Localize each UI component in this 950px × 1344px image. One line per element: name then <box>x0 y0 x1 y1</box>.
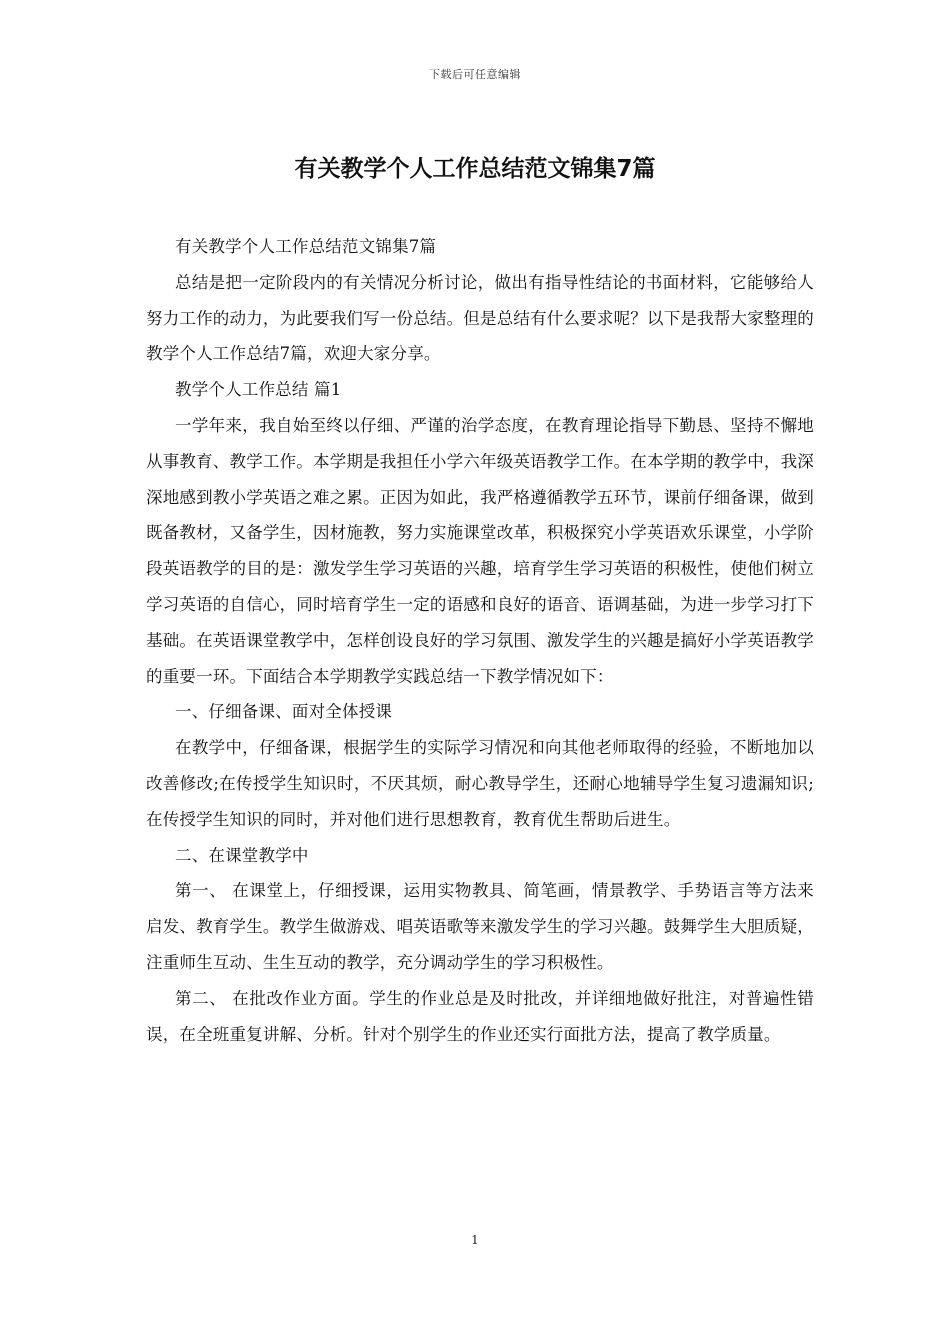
body-paragraph: 一学年来，我自始至终以仔细、严谨的治学态度，在教育理论指导下勤恳、坚持不懈地从事教育、教学工作。本学期是我担任小学六年级英语教学工作。在本学期的教学中，我深深地感到教小学英语之难之累。正因为如此，我严格遵循教学五环节，课前仔细备课，做到既备教材，又备学生，因材施教，努力实施课堂改革，积极探究小学英语欢乐课堂，小学阶段英语教学的目的是：激发学生学习英语的兴趣，培育学生学习英语的积极性，使他们树立学习英语的自信心，同时培育学生一定的语感和良好的语音、语调基础，为进一步学习打下基础。在英语课堂教学中，怎样创设良好的学习氛围、激发学生的兴趣是搞好小学英语教学的重要一环。下面结合本学期教学实践总结一下教学情况如下： <box>146 415 814 686</box>
body-paragraph: 第一、 在课堂上，仔细授课，运用实物教具、简笔画，情景教学、手势语言等方法来启发、教育学生。教学生做游戏、唱英语歌等来激发学生的学习兴趣。鼓舞学生大胆质疑，注重师生互动、生生互动的教学，充分调动学生的学习积极性。 <box>146 881 814 972</box>
page-number: 1 <box>471 1233 479 1247</box>
document-title: 有关教学个人工作总结范文锦集7篇 <box>294 156 656 182</box>
document-body <box>146 229 814 1052</box>
body-paragraph: 在教学中，仔细备课，根据学生的实际学习情况和向其他老师取得的经验，不断地加以改善修改;在传授学生知识时，不厌其烦，耐心教导学生，还耐心地辅导学生复习遗漏知识;在传授学生知识的同时，并对他们进行思想教育，教育优生帮助后进生。 <box>146 738 814 829</box>
body-paragraph-subtitle: 有关教学个人工作总结范文锦集7篇 <box>175 237 437 256</box>
header-note: 下载后可任意编辑 <box>429 68 521 81</box>
body-paragraph-intro: 总结是把一定阶段内的有关情况分析讨论，做出有指导性结论的书面材料，它能够给人努力工作的动力，为此要我们写一份总结。但是总结有什么要求呢？以下是我帮大家整理的教学个人工作总结7篇，欢迎大家分享。 <box>146 272 814 364</box>
section-heading: 一、仔细备课、面对全体授课 <box>175 702 393 722</box>
section-heading: 二、在课堂教学中 <box>175 845 309 865</box>
body-paragraph: 第二、 在批改作业方面。学生的作业总是及时批改，并详细地做好批注，对普遍性错误，在全班重复讲解、分析。针对个别学生的作业还实行面批方法，提高了教学质量。 <box>146 988 814 1044</box>
section-heading-part-1: 教学个人工作总结 篇1 <box>175 380 342 400</box>
